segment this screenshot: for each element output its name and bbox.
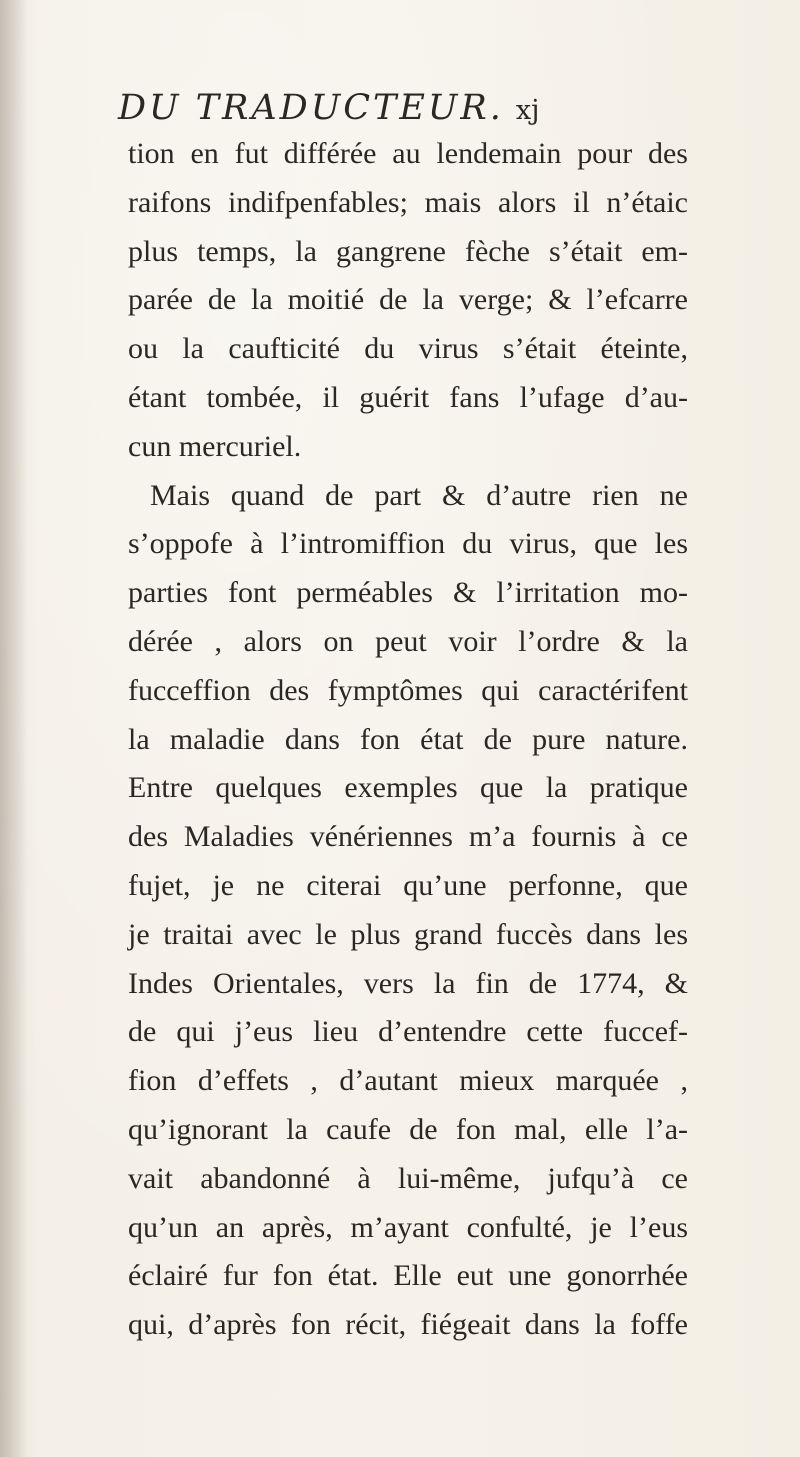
- text-line: Entre quelques exemples que la pratique: [128, 771, 688, 805]
- text-line: qu’ignorant la caufe de fon mal, elle l’a-: [128, 1112, 688, 1146]
- text-line: parée de la moitié de la verge; & l’efcarre: [128, 283, 688, 317]
- text-line: vait abandonné à lui-même, jufqu’à ce: [128, 1161, 688, 1195]
- running-head: [118, 88, 658, 128]
- text-line: qui, d’après fon récit, fiégeait dans la foffe: [128, 1308, 688, 1342]
- text-line: cun mercuriel.: [128, 429, 302, 463]
- text-line: fion d’effets , d’autant mieux marquée ,: [128, 1064, 688, 1098]
- text-line: je traitai avec le plus grand fuccès dans les: [128, 917, 688, 951]
- running-head-title: DU TRADUCTEUR.: [118, 88, 504, 128]
- text-line: des Maladies vénériennes m’a fournis à ce: [128, 820, 688, 854]
- body-text: [128, 130, 688, 1350]
- text-line: raifons indifpenfables; mais alors il n’étaic: [128, 185, 688, 219]
- text-line: ou la caufticité du virus s’était éteinte,: [128, 332, 688, 366]
- text-line: plus temps, la gangrene fèche s’était em-: [128, 234, 688, 268]
- text-line: de qui j’eus lieu d’entendre cette fuccef-: [128, 1015, 688, 1049]
- text-line: étant tombée, il guérit fans l’ufage d’au-: [128, 380, 688, 414]
- text-line: fucceffion des fymptômes qui caractérifent: [128, 673, 688, 707]
- text-line: qu’un an après, m’ayant confulté, je l’eus: [128, 1210, 688, 1244]
- text-line: Indes Orientales, vers la fin de 1774, &: [128, 966, 688, 1000]
- text-line: s’oppofe à l’intromiffion du virus, que les: [128, 527, 688, 561]
- text-line: parties font perméables & l’irritation mo-: [128, 576, 688, 610]
- gutter-shadow: [0, 0, 28, 1457]
- text-line: Mais quand de part & d’autre rien ne: [150, 478, 688, 512]
- text-line: fujet, je ne citerai qu’une perfonne, que: [128, 868, 688, 902]
- text-line: éclairé fur fon état. Elle eut une gonorrhée: [128, 1259, 688, 1293]
- text-line: la maladie dans fon état de pure nature.: [128, 722, 688, 756]
- page-folio: xj: [515, 95, 540, 126]
- text-line: tion en fut différée au lendemain pour des: [128, 137, 688, 170]
- text-line: dérée , alors on peut voir l’ordre & la: [128, 624, 688, 658]
